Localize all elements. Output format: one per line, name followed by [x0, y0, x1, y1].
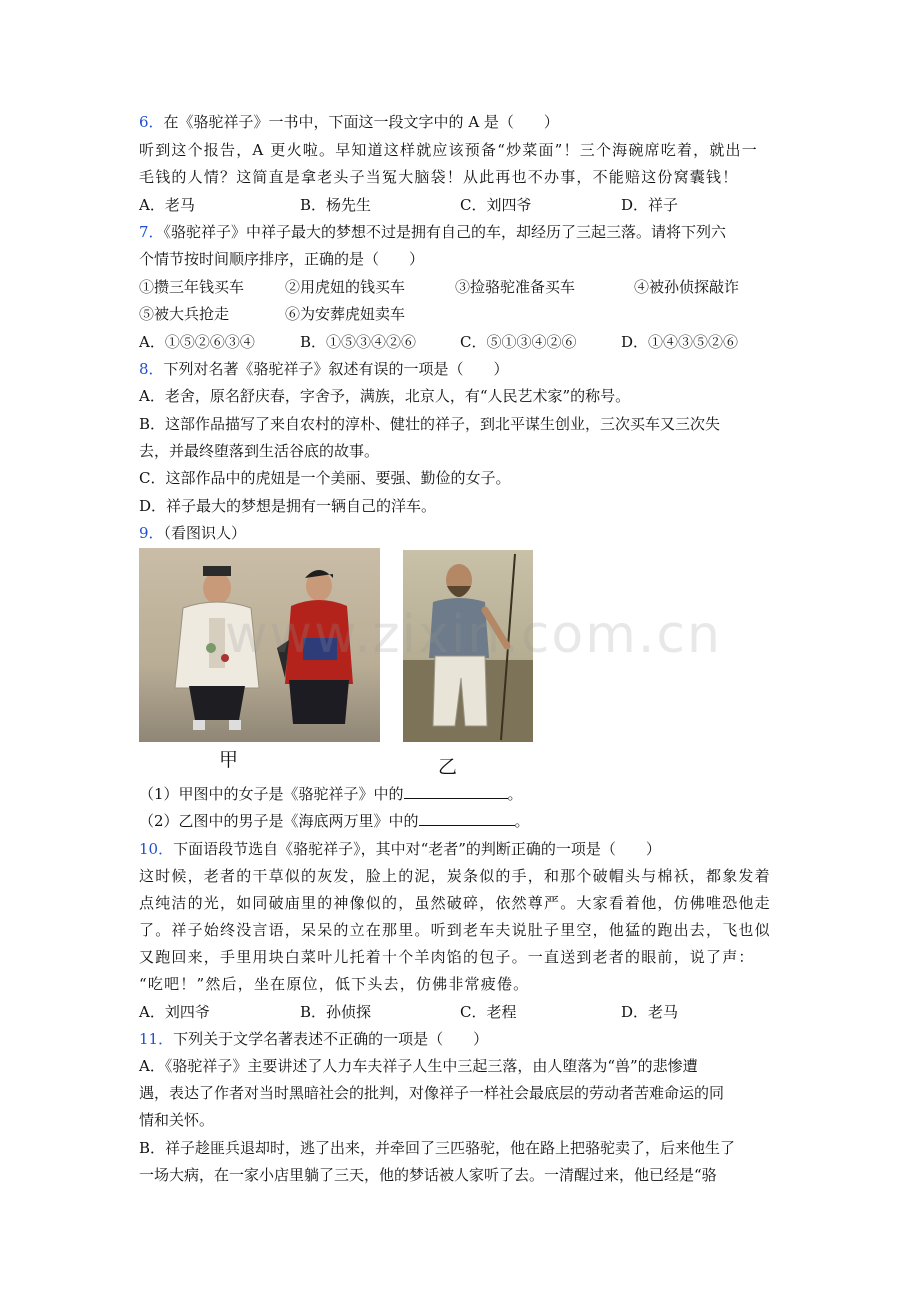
question-9-sub-1: [139, 784, 523, 804]
option-a-cont: 遇，表达了作者对当时黑暗社会的批判，对像祥子一样社会最底层的劳动者苦难命运的同: [139, 1084, 725, 1102]
question-7-stem-cont: 个情节按时间顺序排序，正确的是（ ）: [139, 250, 425, 268]
question-text: 下列关于文学名著表述不正确的一项是（ ）: [173, 1030, 489, 1048]
sub-question-text: （1）甲图中的女子是《骆驼祥子》中的: [139, 785, 404, 803]
question-number: 10．: [139, 840, 174, 858]
question-number: 7．: [139, 223, 164, 241]
option-b[interactable]: B．祥子趁匪兵退却时，逃了出来，并牵回了三匹骆驼，他在路上把骆驼卖了，后来他生了: [139, 1139, 736, 1157]
question-text: 下面语段节选自《骆驼祥子》，其中对“老者”的判断正确的一项是（ ）: [173, 840, 661, 858]
caption-jia: 甲: [219, 749, 239, 771]
question-number: 8．: [139, 360, 164, 378]
answer-blank[interactable]: [419, 811, 515, 826]
question-6-passage-line: 听到这个报告，A 更火啦。早知道这样就应该预备“炒菜面”！三个海碗席吃着，就出一: [139, 141, 758, 159]
question-10-passage-line: 又跑回来，手里用块白菜叶儿托着十个羊肉馅的包子。一直送到老者的眼前，说了声：: [139, 948, 755, 966]
question-text: 下列对名著《骆驼祥子》叙述有误的一项是（ ）: [163, 360, 509, 378]
plot-item: ⑤被大兵抢走: [139, 305, 230, 323]
answer-blank[interactable]: [404, 784, 508, 799]
option-c[interactable]: C．刘四爷: [460, 196, 532, 214]
question-6-stem: [139, 112, 559, 132]
question-number: 9．: [139, 524, 164, 542]
question-10-passage-line: 了。祥子始终没言语，呆呆的立在那里。听到老车夫说肚子里空，他猛的跑出去，飞也似: [139, 921, 771, 939]
question-10-stem: [139, 839, 661, 859]
option-b-cont: 去，并最终堕落到生活谷底的故事。: [139, 442, 380, 460]
question-text: （看图识人）: [163, 524, 247, 542]
option-a[interactable]: A．《骆驼祥子》主要讲述了人力车夫祥子人生中三起三落，由人堕落为“兽”的悲惨遭: [139, 1057, 698, 1075]
option-b-cont: 一场大病，在一家小店里躺了三天，他的梦话被人家听了去。一清醒过来，他已经是“骆: [139, 1166, 717, 1184]
option-c[interactable]: C．这部作品中的虎妞是一个美丽、要强、勤俭的女子。: [139, 469, 511, 487]
watermark: www.zixin.com.cn: [225, 605, 722, 665]
question-9-sub-2: [139, 811, 530, 831]
option-d[interactable]: D．祥子: [621, 196, 679, 214]
question-8-stem: [139, 359, 509, 379]
question-text: 在《骆驼祥子》一书中，下面这一段文字中的 A 是（ ）: [163, 113, 559, 131]
question-6-passage-line: 毛钱的人情？这简直是拿老头子当冤大脑袋！从此再也不办事，不能赔这份窝囊钱！: [139, 168, 739, 186]
sub-question-end: 。: [507, 785, 523, 803]
option-a[interactable]: A．①⑤②⑥③④: [139, 333, 255, 351]
sub-question-text: （2）乙图中的男子是《海底两万里》中的: [139, 812, 419, 830]
option-d[interactable]: D．祥子最大的梦想是拥有一辆自己的洋车。: [139, 497, 437, 515]
question-number: 11．: [139, 1030, 174, 1048]
option-d[interactable]: D．老马: [621, 1003, 679, 1021]
caption-yi: 乙: [438, 756, 458, 778]
option-a[interactable]: A．老马: [139, 196, 195, 214]
option-d[interactable]: D．①④③⑤②⑥: [621, 333, 739, 351]
option-a[interactable]: A．刘四爷: [139, 1003, 210, 1021]
question-number: 6．: [139, 113, 164, 131]
plot-item: ②用虎妞的钱买车: [285, 278, 406, 296]
question-10-passage-line: 点纯洁的光，如同破庙里的神像似的，虽然破碎，依然尊严。大家看着他，仿佛唯恐他走: [139, 894, 771, 912]
option-b[interactable]: B．杨先生: [300, 196, 372, 214]
option-b[interactable]: B．孙侦探: [300, 1003, 372, 1021]
question-11-stem: [139, 1029, 488, 1049]
plot-item: ③捡骆驼准备买车: [455, 278, 576, 296]
option-c[interactable]: C．⑤①③④②⑥: [460, 333, 577, 351]
plot-item: ④被孙侦探敲诈: [634, 278, 740, 296]
sub-question-end: 。: [514, 812, 530, 830]
option-a[interactable]: A．老舍，原名舒庆春，字舍予，满族，北京人，有“人民艺术家”的称号。: [139, 387, 631, 405]
question-7-stem: [139, 222, 726, 242]
question-10-passage-line: 这时候，老者的干草似的灰发，脸上的泥，炭条似的手，和那个破帽头与棉袄，都象发着: [139, 867, 771, 885]
plot-item: ⑥为安葬虎妞卖车: [285, 305, 406, 323]
question-9-stem: [139, 523, 246, 543]
option-a-cont: 情和关怀。: [139, 1111, 215, 1129]
option-b[interactable]: B．①⑤③④②⑥: [300, 333, 417, 351]
option-b[interactable]: B．这部作品描写了来自农村的淳朴、健壮的祥子，到北平谋生创业，三次买车又三次失: [139, 415, 721, 433]
question-text: 《骆驼祥子》中祥子最大的梦想不过是拥有自己的车，却经历了三起三落。请将下列六: [163, 223, 727, 241]
question-10-passage-line: “吃吧！”然后，坐在原位，低下头去，仿佛非常疲倦。: [139, 975, 530, 993]
option-c[interactable]: C．老程: [460, 1003, 517, 1021]
plot-item: ①攒三年钱买车: [139, 278, 245, 296]
